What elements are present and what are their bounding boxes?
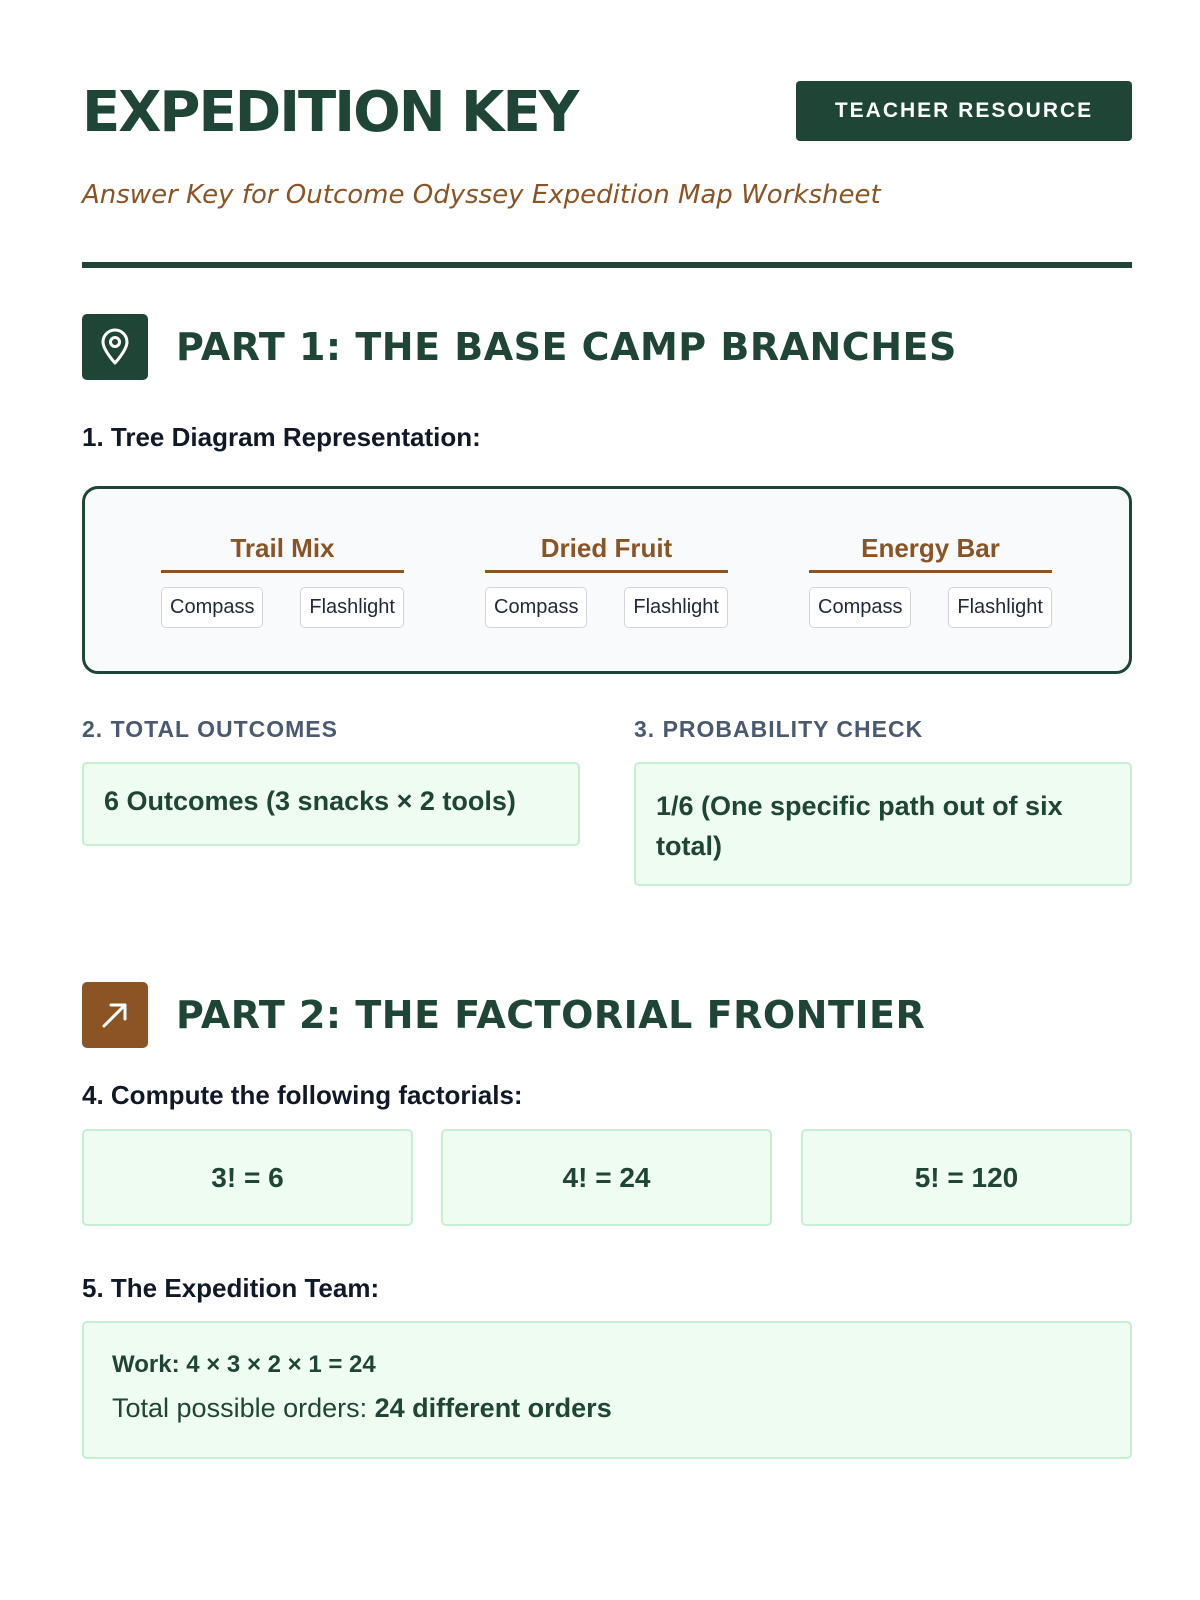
leaf-compass: Compass — [809, 587, 911, 628]
part1-header — [82, 314, 957, 380]
branch-dried-fruit — [485, 533, 728, 628]
q4-label: 4. Compute the following factorials: — [82, 1080, 523, 1110]
q2-heading: 2. TOTAL OUTCOMES — [82, 716, 338, 742]
map-pin-icon — [82, 314, 148, 380]
q1-label: 1. Tree Diagram Representation: — [82, 422, 481, 452]
total-orders-line — [112, 1393, 1102, 1424]
total-orders-label: Total possible orders: — [112, 1393, 375, 1423]
part2-header — [82, 982, 925, 1048]
total-outcomes-answer: 6 Outcomes (3 snacks × 2 tools) — [82, 762, 580, 846]
total-orders-value: 24 different orders — [374, 1393, 612, 1423]
work-line: Work: 4 × 3 × 2 × 1 = 24 — [112, 1351, 376, 1378]
factorial-answer: 5! = 120 — [801, 1129, 1132, 1226]
probability-answer: 1/6 (One specific path out of six total) — [634, 762, 1132, 886]
answer-key-page — [82, 0, 1132, 1423]
tree-diagram — [82, 486, 1132, 674]
factorial-answer: 3! = 6 — [82, 1129, 413, 1226]
q3-heading: 3. PROBABILITY CHECK — [634, 716, 924, 742]
branch-label: Trail Mix — [161, 533, 404, 573]
branch-label: Energy Bar — [809, 533, 1052, 573]
header-divider — [82, 262, 1132, 268]
expedition-team-answer — [82, 1321, 1132, 1459]
branch-label: Dried Fruit — [485, 533, 728, 573]
page-title: EXPEDITION KEY — [82, 80, 578, 145]
leaf-flashlight: Flashlight — [948, 587, 1052, 628]
factorial-answer: 4! = 24 — [441, 1129, 772, 1226]
leaf-compass: Compass — [485, 587, 587, 628]
page-subtitle: Answer Key for Outcome Odyssey Expedition Map Worksheet — [82, 180, 881, 210]
branch-trail-mix — [161, 533, 404, 628]
leaf-flashlight: Flashlight — [300, 587, 404, 628]
teacher-resource-badge: TEACHER RESOURCE — [796, 81, 1132, 141]
leaf-compass: Compass — [161, 587, 263, 628]
leaf-flashlight: Flashlight — [624, 587, 728, 628]
page-header — [82, 0, 1132, 270]
q5-label: 5. The Expedition Team: — [82, 1273, 380, 1303]
part1-title: PART 1: THE BASE CAMP BRANCHES — [176, 325, 957, 369]
branch-energy-bar — [809, 533, 1052, 628]
arrow-up-right-icon — [82, 982, 148, 1048]
part2-title: PART 2: THE FACTORIAL FRONTIER — [176, 993, 926, 1037]
